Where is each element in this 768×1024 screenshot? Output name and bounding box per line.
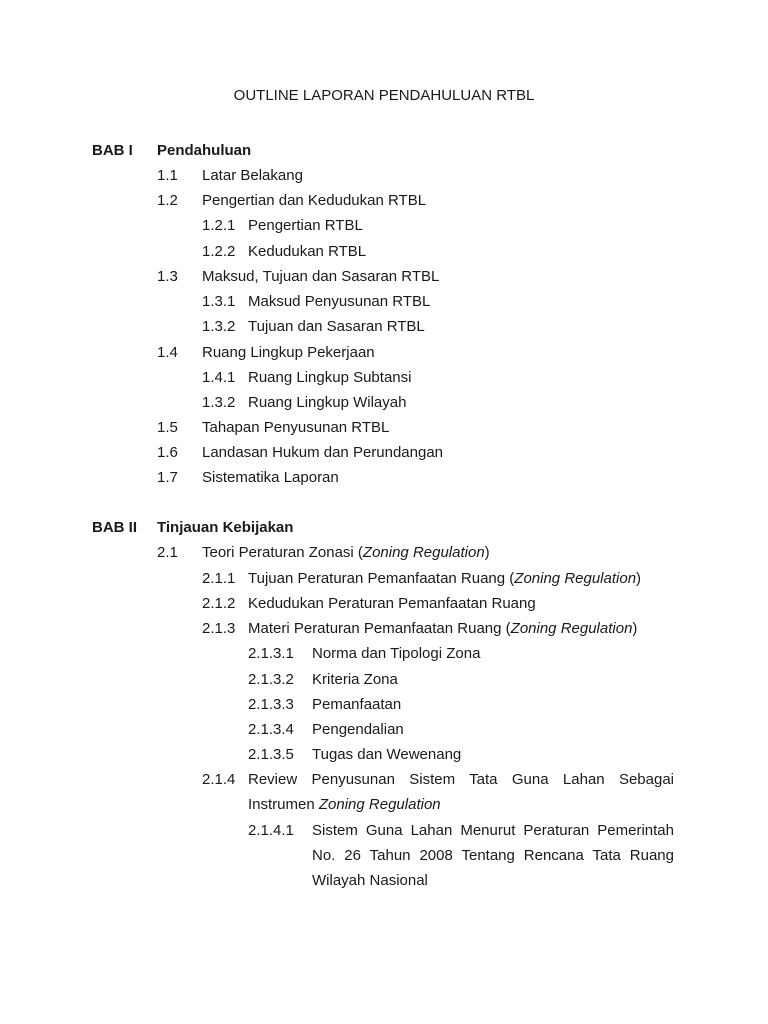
outline-number: 1.2.2 <box>202 243 236 260</box>
outline-text-close: ) <box>636 570 642 587</box>
outline-number: 2.1.3.2 <box>248 671 294 688</box>
outline-number: 2.1.4.1 <box>248 822 294 839</box>
outline-text: Review Penyusunan Sistem Tata Guna Lahan Sebagai <box>248 771 674 788</box>
outline-text-plain: Tujuan Peraturan Pemanfaatan Ruang ( <box>248 570 515 587</box>
outline-number: 1.4.1 <box>202 369 236 386</box>
bab1-label: BAB I <box>92 142 133 159</box>
outline-number: 1.2.1 <box>202 217 236 234</box>
outline-text-italic: Zoning Regulation <box>362 544 485 561</box>
outline-text: Maksud Penyusunan RTBL <box>248 293 431 310</box>
outline-number: 2.1.4 <box>202 771 236 788</box>
outline-text-plain: Teori Peraturan Zonasi ( <box>202 544 363 561</box>
outline-text-continued: Wilayah Nasional <box>312 872 428 889</box>
outline-number: 1.2 <box>157 192 178 209</box>
outline-text-plain: Materi Peraturan Pemanfaatan Ruang ( <box>248 620 511 637</box>
bab1-heading: Pendahuluan <box>157 142 252 159</box>
outline-number: 1.6 <box>157 444 178 461</box>
outline-number: 2.1.2 <box>202 595 236 612</box>
outline-number: 2.1.3.1 <box>248 645 294 662</box>
outline-text: Maksud, Tujuan dan Sasaran RTBL <box>202 268 440 285</box>
outline-number: 2.1.3 <box>202 620 236 637</box>
outline-text <box>202 543 490 563</box>
outline-number: 1.4 <box>157 344 178 361</box>
outline-number: 1.3.2 <box>202 394 236 411</box>
outline-text: Pengendalian <box>312 721 404 738</box>
page-title: OUTLINE LAPORAN PENDAHULUAN RTBL <box>233 87 535 104</box>
outline-text: Pengertian dan Kedudukan RTBL <box>202 192 427 209</box>
outline-text: Tahapan Penyusunan RTBL <box>202 419 390 436</box>
outline-number: 2.1.1 <box>202 570 236 587</box>
outline-text-continued: No. 26 Tahun 2008 Tentang Rencana Tata Ruang <box>312 847 674 864</box>
outline-text: Landasan Hukum dan Perundangan <box>202 444 444 461</box>
outline-text: Kedudukan Peraturan Pemanfaatan Ruang <box>248 595 536 612</box>
outline-number: 2.1.3.3 <box>248 696 294 713</box>
outline-text-close: ) <box>484 544 490 561</box>
outline-text: Ruang Lingkup Pekerjaan <box>202 344 375 361</box>
outline-text: Kedudukan RTBL <box>248 243 367 260</box>
bab2-heading: Tinjauan Kebijakan <box>157 519 294 536</box>
outline-text: Tugas dan Wewenang <box>312 746 462 763</box>
outline-number: 2.1 <box>157 544 178 561</box>
outline-text: Norma dan Tipologi Zona <box>312 645 481 662</box>
outline-number: 1.1 <box>157 167 178 184</box>
outline-text: Pemanfaatan <box>312 696 402 713</box>
outline-text-close: ) <box>632 620 638 637</box>
outline-number: 2.1.3.4 <box>248 721 294 738</box>
outline-text: Latar Belakang <box>202 167 303 184</box>
outline-number: 1.3 <box>157 268 178 285</box>
outline-text-continued <box>248 795 441 815</box>
outline-number: 1.7 <box>157 469 178 486</box>
outline-text: Kriteria Zona <box>312 671 398 688</box>
outline-text-plain: Instrumen <box>248 796 319 813</box>
outline-text-italic: Zoning Regulation <box>318 796 441 813</box>
outline-number: 1.3.1 <box>202 293 236 310</box>
outline-text <box>248 619 637 639</box>
outline-text: Ruang Lingkup Wilayah <box>248 394 407 411</box>
bab2-label: BAB II <box>92 519 137 536</box>
outline-text: Sistem Guna Lahan Menurut Peraturan Pemerintah <box>312 822 674 839</box>
outline-text: Pengertian RTBL <box>248 217 363 234</box>
outline-text: Ruang Lingkup Subtansi <box>248 369 412 386</box>
outline-text <box>248 569 641 589</box>
outline-number: 1.3.2 <box>202 318 236 335</box>
outline-text-italic: Zoning Regulation <box>510 620 633 637</box>
outline-number: 1.5 <box>157 419 178 436</box>
outline-number: 2.1.3.5 <box>248 746 294 763</box>
outline-text-italic: Zoning Regulation <box>514 570 637 587</box>
outline-text: Sistematika Laporan <box>202 469 339 486</box>
outline-text: Tujuan dan Sasaran RTBL <box>248 318 425 335</box>
